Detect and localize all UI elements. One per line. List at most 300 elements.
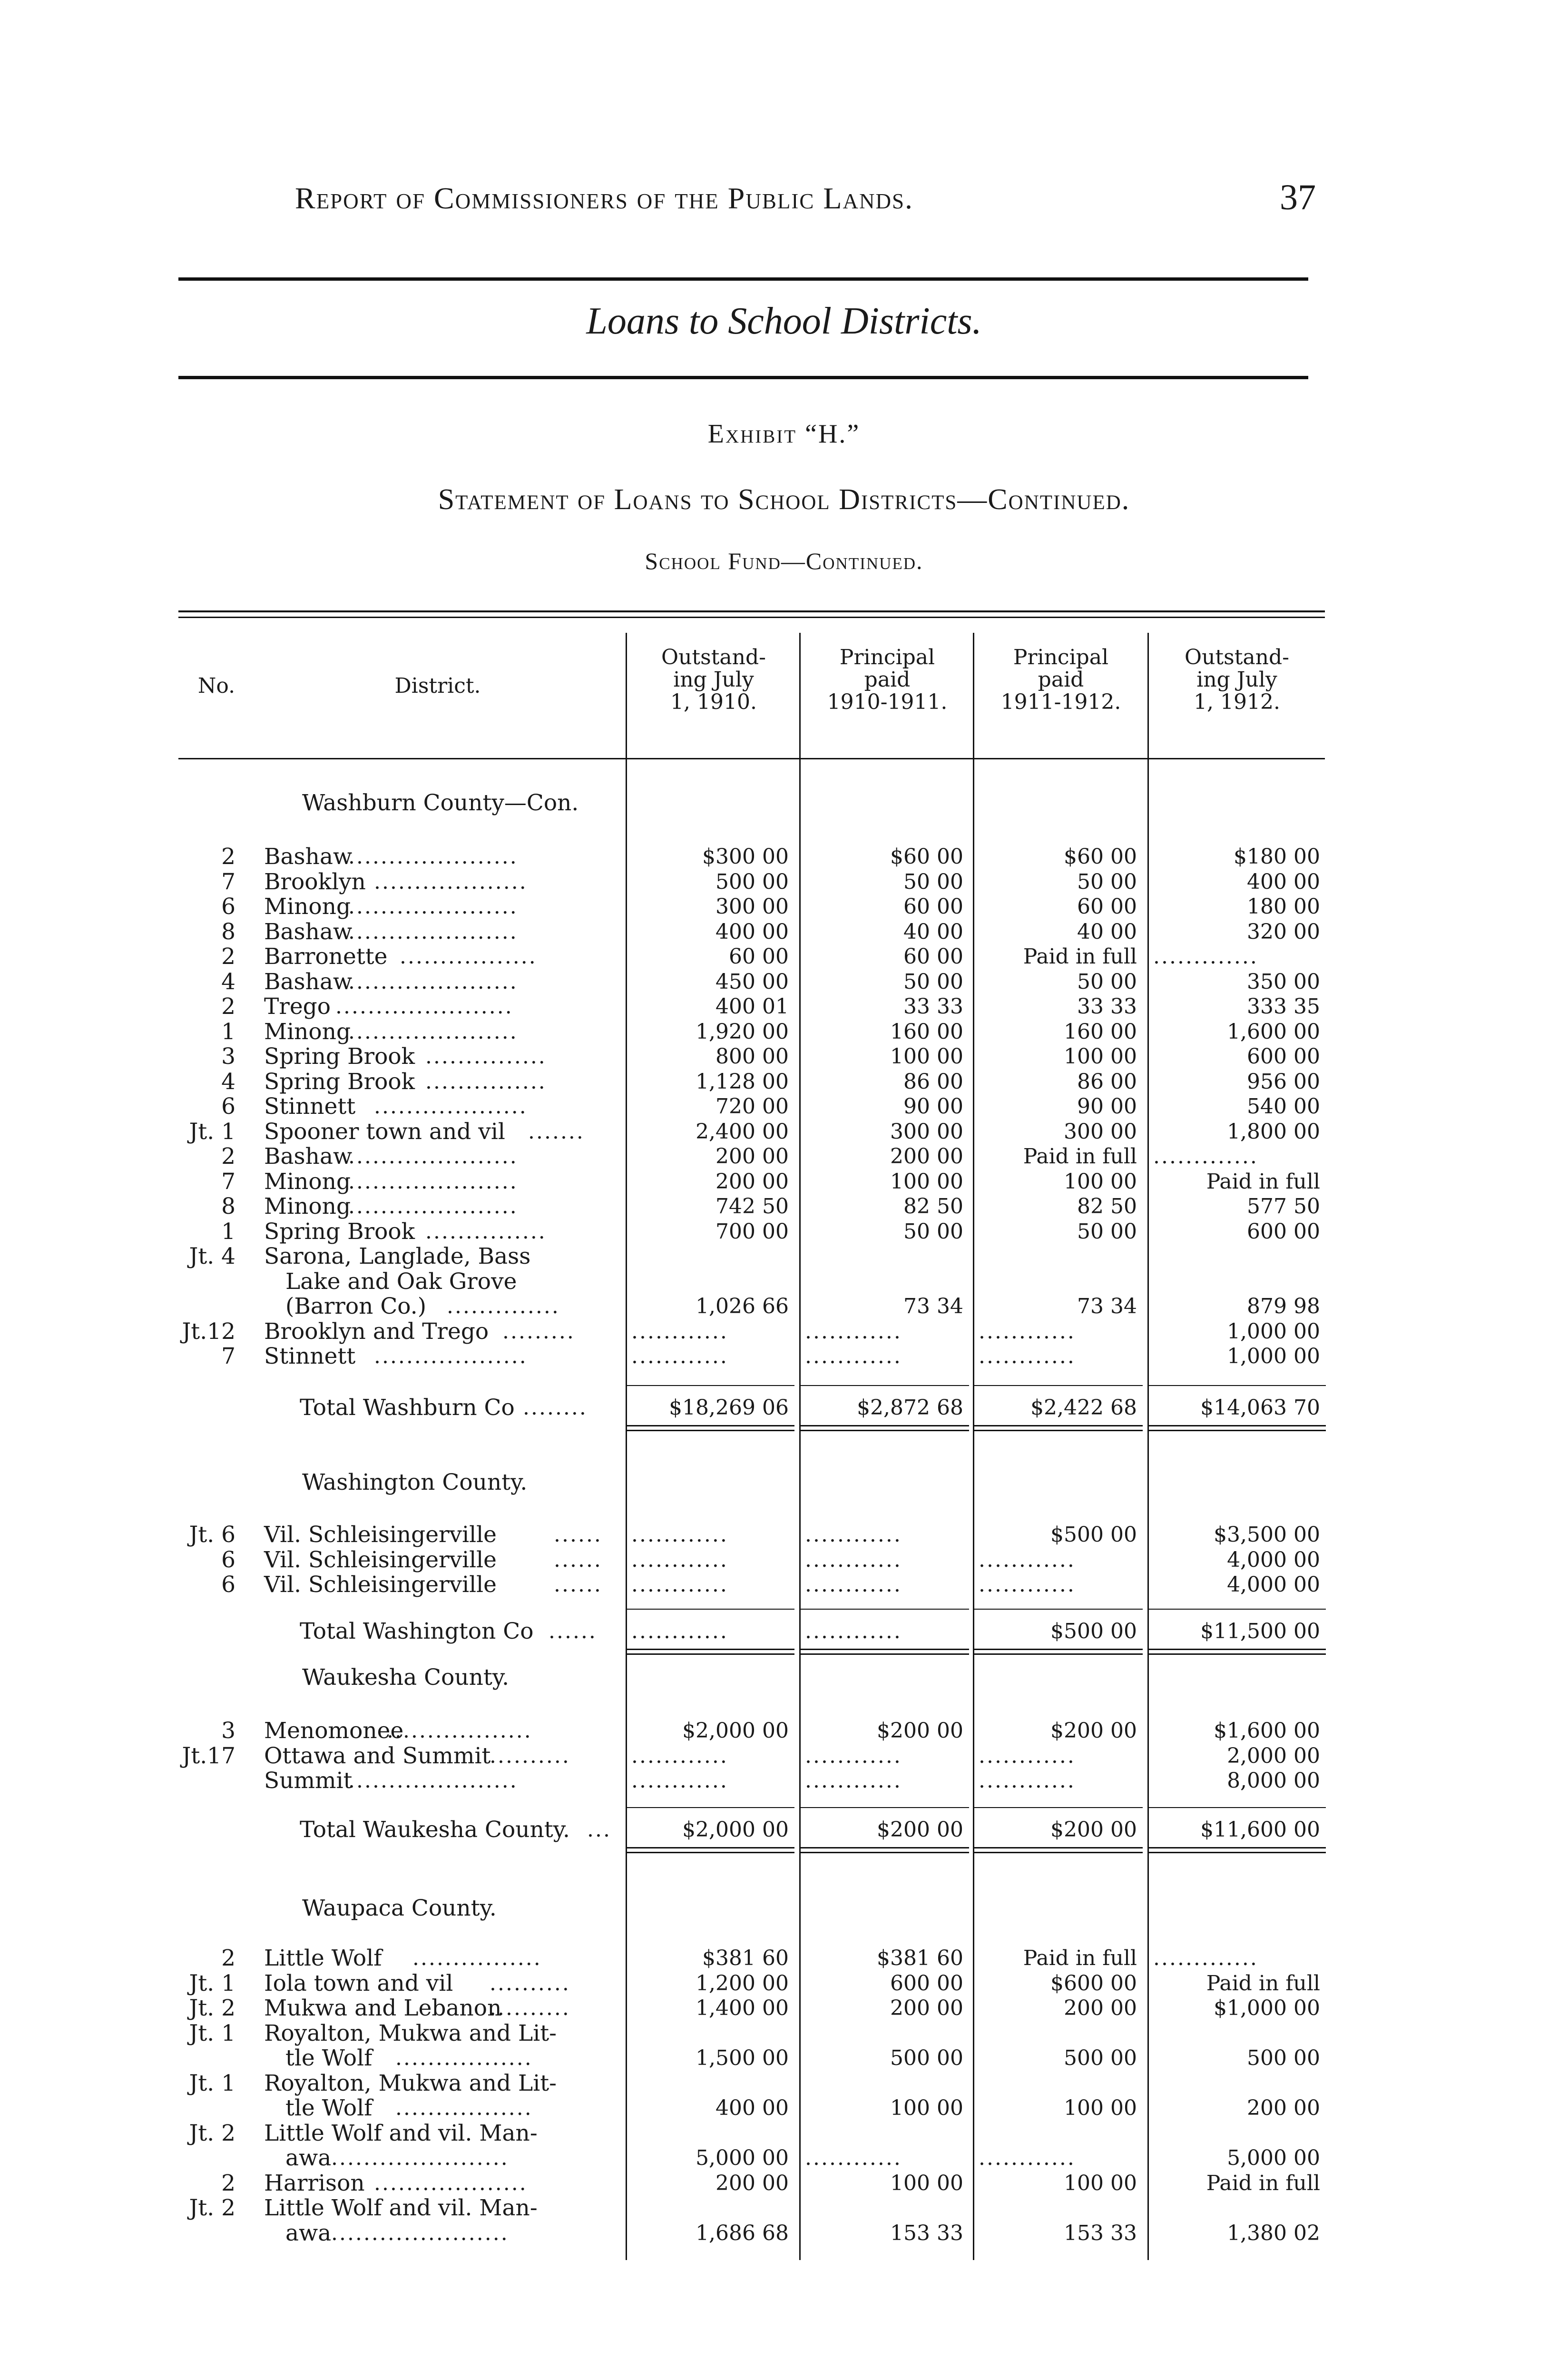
district-name: (Barron Co.) <box>285 1293 427 1319</box>
dot-leader: ............ <box>805 1769 902 1793</box>
amount-cell: $200 00 <box>1050 1719 1137 1743</box>
amount-cell: 33 33 <box>1077 994 1137 1019</box>
double-rule <box>974 1852 1143 1853</box>
double-rule <box>627 1847 794 1848</box>
dot-leader: ..................... <box>348 1169 518 1194</box>
district-name: Bashaw <box>264 1143 353 1170</box>
double-rule <box>800 1847 969 1848</box>
double-rule <box>974 1649 1143 1650</box>
row-number: 3 <box>221 1718 235 1744</box>
row-number: 8 <box>221 918 235 945</box>
amount-cell: 742 50 <box>715 1194 789 1219</box>
amount-cell: $200 00 <box>877 1817 963 1842</box>
double-rule <box>627 1653 794 1655</box>
district-name: Little Wolf <box>264 1945 382 1971</box>
amount-cell: $3,500 00 <box>1214 1523 1320 1547</box>
amount-cell: $600 00 <box>1050 1971 1137 1996</box>
row-number: 2 <box>221 844 235 870</box>
column-header-outstanding-1912: Outstand- ing July 1, 1912. <box>1185 645 1289 714</box>
double-rule <box>800 1430 969 1431</box>
dot-leader: ............... <box>425 1069 547 1094</box>
row-number: 6 <box>221 1572 235 1598</box>
double-rule <box>627 1430 794 1431</box>
dot-leader: ................... <box>374 869 528 894</box>
amount-cell: $200 00 <box>877 1719 963 1743</box>
district-name: Summit <box>264 1768 353 1794</box>
amount-cell: $14,063 70 <box>1200 1395 1320 1420</box>
row-number: Jt. 4 <box>189 1243 235 1269</box>
district-name: Lake and Oak Grove <box>285 1268 517 1295</box>
column-rule <box>799 633 801 2260</box>
dot-leader: ............ <box>979 1573 1076 1597</box>
amount-cell: 86 00 <box>1077 1069 1137 1094</box>
dot-leader: ............ <box>979 1769 1076 1793</box>
amount-cell: 300 00 <box>1064 1119 1137 1144</box>
double-rule <box>800 1649 969 1650</box>
sum-rule <box>627 1385 794 1386</box>
row-number: 2 <box>221 944 235 970</box>
row-number: Jt. 1 <box>189 1118 235 1145</box>
column-header-principal-1910-1911: Principal paid 1910-1911. <box>827 645 948 714</box>
row-number: 1 <box>221 1018 235 1045</box>
amount-cell: 60 00 <box>729 944 789 969</box>
amount-cell: 600 00 <box>890 1971 963 1996</box>
amount-cell: Paid in full <box>1023 1946 1137 1970</box>
row-number: 2 <box>221 993 235 1020</box>
dot-leader: ............ <box>631 1743 728 1768</box>
column-rule <box>626 633 627 2260</box>
dot-leader: ..................... <box>348 895 518 919</box>
amount-cell: 50 00 <box>1077 1219 1137 1244</box>
amount-cell: 40 00 <box>1077 919 1137 944</box>
county-heading: Washington County. <box>302 1469 528 1495</box>
amount-cell: 300 00 <box>715 895 789 919</box>
rule <box>178 758 1325 759</box>
double-rule <box>627 1649 794 1650</box>
amount-cell: 320 00 <box>1247 919 1320 944</box>
double-rule <box>1148 1653 1326 1655</box>
row-number: 1 <box>221 1218 235 1245</box>
amount-cell: Paid in full <box>1206 2171 1320 2195</box>
dot-leader: ............ <box>805 1547 902 1572</box>
district-name: Spring Brook <box>264 1218 415 1245</box>
amount-cell: 90 00 <box>903 1094 963 1119</box>
district-name: Brooklyn <box>264 868 366 895</box>
amount-cell: 160 00 <box>890 1019 963 1044</box>
amount-cell: 1,600 00 <box>1227 1019 1320 1044</box>
statement-title: Statement of Loans to School Districts—Continued. <box>438 483 1130 516</box>
amount-cell: 956 00 <box>1247 1069 1320 1094</box>
double-rule <box>627 1852 794 1853</box>
amount-cell: 500 00 <box>890 2046 963 2070</box>
district-name: Bashaw <box>264 844 353 870</box>
amount-cell: 2,000 00 <box>1227 1743 1320 1768</box>
dot-leader: .................. <box>387 1719 532 1743</box>
amount-cell: 200 00 <box>715 1144 789 1169</box>
amount-cell: 4,000 00 <box>1227 1573 1320 1597</box>
amount-cell: 300 00 <box>890 1119 963 1144</box>
rule <box>178 376 1308 379</box>
row-number: Jt. 2 <box>189 2120 235 2146</box>
dot-leader: ............ <box>631 1573 728 1597</box>
amount-cell: $1,600 00 <box>1214 1719 1320 1743</box>
sum-rule <box>800 1807 969 1808</box>
amount-cell: 1,200 00 <box>696 1971 789 1996</box>
double-rule <box>1148 1425 1326 1426</box>
rule <box>178 617 1325 618</box>
double-rule <box>627 1425 794 1426</box>
district-name: Vil. Schleisingerville <box>264 1522 497 1548</box>
district-name: Barronette <box>264 944 388 970</box>
amount-cell: 100 00 <box>890 2096 963 2120</box>
dot-leader: ............ <box>631 1319 728 1344</box>
amount-cell: 60 00 <box>903 944 963 969</box>
county-total-label: Total Washington Co <box>300 1618 534 1644</box>
dot-leader: ............ <box>631 1619 728 1643</box>
dot-leader: ............ <box>979 2146 1076 2170</box>
dot-leader: ............ <box>979 1344 1076 1368</box>
fund-title: School Fund—Continued. <box>645 548 923 574</box>
dot-leader: ...................... <box>331 2221 509 2245</box>
district-name: Vil. Schleisingerville <box>264 1572 497 1598</box>
sum-rule <box>800 1609 969 1610</box>
amount-cell: 200 00 <box>715 2171 789 2195</box>
amount-cell: 1,400 00 <box>696 1996 789 2020</box>
row-number: 4 <box>221 968 235 995</box>
dot-leader: ............ <box>805 1523 902 1547</box>
amount-cell: 350 00 <box>1247 969 1320 994</box>
dot-leader: ..................... <box>348 919 518 944</box>
dot-leader: ............ <box>805 1344 902 1368</box>
district-name: Spring Brook <box>264 1068 415 1095</box>
dot-leader: ............. <box>1153 1144 1258 1169</box>
amount-cell: $60 00 <box>890 845 963 869</box>
amount-cell: 73 34 <box>903 1294 963 1318</box>
section-title: Loans to School Districts. <box>586 300 982 342</box>
amount-cell: 1,026 66 <box>696 1294 789 1318</box>
amount-cell: 400 01 <box>715 994 789 1019</box>
column-header-outstanding-1910: Outstand- ing July 1, 1910. <box>661 645 766 714</box>
row-number: 2 <box>221 1143 235 1170</box>
amount-cell: 700 00 <box>715 1219 789 1244</box>
amount-cell: 50 00 <box>1077 969 1137 994</box>
amount-cell: $200 00 <box>1050 1817 1137 1842</box>
dot-leader: ..................... <box>348 1769 518 1793</box>
dot-leader: ...... <box>554 1573 602 1597</box>
amount-cell: 540 00 <box>1247 1094 1320 1119</box>
amount-cell: 879 98 <box>1247 1294 1320 1318</box>
amount-cell: 40 00 <box>903 919 963 944</box>
double-rule <box>1148 1852 1326 1853</box>
double-rule <box>1148 1430 1326 1431</box>
dot-leader: .......... <box>490 1996 570 2020</box>
county-total-label: Total Waukesha County. <box>300 1816 570 1843</box>
amount-cell: $2,872 68 <box>857 1395 963 1420</box>
amount-cell: $500 00 <box>1050 1523 1137 1547</box>
row-number: 3 <box>221 1043 235 1070</box>
running-head: Report of Commissioners of the Public Lands. <box>295 181 913 215</box>
county-heading: Washburn County—Con. <box>302 790 579 816</box>
row-number: Jt.17 <box>182 1742 235 1769</box>
district-name: Little Wolf and vil. Man- <box>264 2195 538 2221</box>
row-number: Jt.12 <box>182 1318 235 1345</box>
amount-cell: 73 34 <box>1077 1294 1137 1318</box>
dot-leader: ............. <box>1153 944 1258 969</box>
double-rule <box>1148 1847 1326 1848</box>
amount-cell: 200 00 <box>890 1996 963 2020</box>
amount-cell: 500 00 <box>715 869 789 894</box>
amount-cell: $11,600 00 <box>1200 1817 1320 1842</box>
district-name: Menomonee <box>264 1718 404 1744</box>
amount-cell: $1,000 00 <box>1214 1996 1320 2020</box>
double-rule <box>800 1653 969 1655</box>
dot-leader: ............ <box>805 1319 902 1344</box>
dot-leader: ............. <box>1153 1946 1258 1970</box>
row-number: Jt. 2 <box>189 2195 235 2221</box>
amount-cell: 153 33 <box>1064 2221 1137 2245</box>
amount-cell: $300 00 <box>702 845 789 869</box>
row-number: 6 <box>221 1093 235 1120</box>
amount-cell: 82 50 <box>1077 1194 1137 1219</box>
row-number: 4 <box>221 1068 235 1095</box>
amount-cell: 1,500 00 <box>696 2046 789 2070</box>
amount-cell: 200 00 <box>890 1144 963 1169</box>
amount-cell: 1,380 02 <box>1227 2221 1320 2245</box>
district-name: Brooklyn and Trego <box>264 1318 489 1345</box>
amount-cell: 577 50 <box>1247 1194 1320 1219</box>
sum-rule <box>627 1807 794 1808</box>
row-number: 7 <box>221 1343 235 1369</box>
dot-leader: ...................... <box>335 994 513 1019</box>
amount-cell: $180 00 <box>1234 845 1320 869</box>
dot-leader: .......... <box>490 1971 570 1996</box>
row-number: Jt. 2 <box>189 1995 235 2021</box>
double-rule <box>800 1852 969 1853</box>
amount-cell: 720 00 <box>715 1094 789 1119</box>
row-number: 2 <box>221 2170 235 2196</box>
amount-cell: 100 00 <box>1064 2171 1137 2195</box>
row-number: Jt. 1 <box>189 2070 235 2096</box>
amount-cell: $381 60 <box>702 1946 789 1970</box>
district-name: Bashaw <box>264 918 353 945</box>
amount-cell: $60 00 <box>1064 845 1137 869</box>
double-rule <box>974 1430 1143 1431</box>
district-name: Minong <box>264 1168 351 1195</box>
sum-rule <box>1148 1385 1326 1386</box>
column-rule <box>1147 633 1149 2260</box>
amount-cell: Paid in full <box>1206 1169 1320 1194</box>
rule <box>178 610 1325 612</box>
dot-leader: ............ <box>805 1573 902 1597</box>
amount-cell: 1,800 00 <box>1227 1119 1320 1144</box>
dot-leader: ............ <box>631 1547 728 1572</box>
dot-leader: ............ <box>805 1743 902 1768</box>
district-name: Sarona, Langlade, Bass <box>264 1243 531 1269</box>
dot-leader: ......... <box>502 1319 575 1344</box>
double-rule <box>974 1847 1143 1848</box>
column-header-district: District. <box>394 674 481 698</box>
amount-cell: 100 00 <box>890 1044 963 1069</box>
district-name: awa <box>285 2220 332 2246</box>
dot-leader: ............ <box>631 1344 728 1368</box>
amount-cell: $2,000 00 <box>682 1719 789 1743</box>
amount-cell: 100 00 <box>890 1169 963 1194</box>
amount-cell: 500 00 <box>1064 2046 1137 2070</box>
dot-leader: ....... <box>528 1119 585 1144</box>
dot-leader: ................... <box>374 2171 528 2195</box>
county-heading: Waupaca County. <box>302 1895 497 1921</box>
district-name: Harrison <box>264 2170 365 2196</box>
amount-cell: $381 60 <box>877 1946 963 1970</box>
amount-cell: 180 00 <box>1247 895 1320 919</box>
amount-cell: $500 00 <box>1050 1619 1137 1643</box>
amount-cell: 50 00 <box>903 869 963 894</box>
amount-cell: 500 00 <box>1247 2046 1320 2070</box>
dot-leader: ..................... <box>348 969 518 994</box>
amount-cell: 800 00 <box>715 1044 789 1069</box>
sum-rule <box>974 1609 1143 1610</box>
amount-cell: Paid in full <box>1023 1144 1137 1169</box>
amount-cell: 160 00 <box>1064 1019 1137 1044</box>
amount-cell: 400 00 <box>715 919 789 944</box>
amount-cell: $2,000 00 <box>682 1817 789 1842</box>
amount-cell: 100 00 <box>890 2171 963 2195</box>
amount-cell: 50 00 <box>903 1219 963 1244</box>
column-header-no: No. <box>197 674 235 698</box>
district-name: Minong <box>264 1018 351 1045</box>
district-name: Stinnett <box>264 1343 356 1369</box>
amount-cell: 153 33 <box>890 2221 963 2245</box>
amount-cell: 450 00 <box>715 969 789 994</box>
sum-rule <box>974 1385 1143 1386</box>
county-heading: Waukesha County. <box>302 1664 510 1691</box>
row-number: 7 <box>221 868 235 895</box>
amount-cell: 1,920 00 <box>696 1019 789 1044</box>
dot-leader: ... <box>587 1817 611 1842</box>
district-name: Iola town and vil <box>264 1970 453 1996</box>
dot-leader: ................ <box>412 1946 542 1970</box>
district-name: Mukwa and Lebanon <box>264 1995 502 2021</box>
dot-leader: ............ <box>631 1523 728 1547</box>
dot-leader: ............... <box>425 1219 547 1244</box>
amount-cell: 50 00 <box>1077 869 1137 894</box>
double-rule <box>974 1653 1143 1655</box>
dot-leader: ................. <box>400 944 537 969</box>
amount-cell: 4,000 00 <box>1227 1547 1320 1572</box>
row-number: Jt. 6 <box>189 1522 235 1548</box>
double-rule <box>1148 1649 1326 1650</box>
dot-leader: ...... <box>554 1523 602 1547</box>
amount-cell: 82 50 <box>903 1194 963 1219</box>
amount-cell: 1,000 00 <box>1227 1344 1320 1368</box>
amount-cell: 400 00 <box>715 2096 789 2120</box>
dot-leader: ...... <box>549 1619 597 1643</box>
row-number: 8 <box>221 1193 235 1219</box>
dot-leader: ........ <box>523 1395 588 1420</box>
amount-cell: 8,000 00 <box>1227 1769 1320 1793</box>
row-number: 6 <box>221 1546 235 1573</box>
sum-rule <box>974 1807 1143 1808</box>
double-rule <box>800 1425 969 1426</box>
amount-cell: 86 00 <box>903 1069 963 1094</box>
amount-cell: $2,422 68 <box>1030 1395 1137 1420</box>
district-name: Spooner town and vil <box>264 1118 505 1145</box>
amount-cell: 400 00 <box>1247 869 1320 894</box>
dot-leader: ............ <box>979 1319 1076 1344</box>
dot-leader: ............ <box>631 1769 728 1793</box>
district-name: Little Wolf and vil. Man- <box>264 2120 538 2146</box>
amount-cell: 5,000 00 <box>1227 2146 1320 2170</box>
dot-leader: ............... <box>425 1044 547 1069</box>
sum-rule <box>800 1385 969 1386</box>
district-name: awa <box>285 2145 332 2171</box>
dot-leader: ............ <box>979 1547 1076 1572</box>
amount-cell: 1,686 68 <box>696 2221 789 2245</box>
district-name: tle Wolf <box>285 2095 372 2121</box>
district-name: Stinnett <box>264 1093 356 1120</box>
amount-cell: 600 00 <box>1247 1219 1320 1244</box>
page-number: 37 <box>1280 177 1316 217</box>
rule <box>178 277 1308 281</box>
district-name: Vil. Schleisingerville <box>264 1546 497 1573</box>
sum-rule <box>1148 1609 1326 1610</box>
amount-cell: 100 00 <box>1064 2096 1137 2120</box>
district-name: Royalton, Mukwa and Lit- <box>264 2020 557 2046</box>
dot-leader: ..................... <box>348 1194 518 1219</box>
sum-rule <box>627 1609 794 1610</box>
column-header-principal-1911-1912: Principal paid 1911-1912. <box>1000 645 1121 714</box>
row-number: 7 <box>221 1168 235 1195</box>
row-number: Jt. 1 <box>189 2020 235 2046</box>
amount-cell: $18,269 06 <box>669 1395 789 1420</box>
amount-cell: 200 00 <box>1064 1996 1137 2020</box>
dot-leader: ............ <box>805 1619 902 1643</box>
amount-cell: 33 33 <box>903 994 963 1019</box>
amount-cell: 5,000 00 <box>696 2146 789 2170</box>
amount-cell: 600 00 <box>1247 1044 1320 1069</box>
district-name: Trego <box>264 993 331 1020</box>
district-name: Spring Brook <box>264 1043 415 1070</box>
district-name: tle Wolf <box>285 2045 372 2071</box>
amount-cell: 60 00 <box>1077 895 1137 919</box>
amount-cell: 100 00 <box>1064 1044 1137 1069</box>
dot-leader: ...................... <box>331 2146 509 2170</box>
district-name: Minong <box>264 894 351 920</box>
district-name: Minong <box>264 1193 351 1219</box>
dot-leader: ..................... <box>348 1019 518 1044</box>
dot-leader: ..................... <box>348 1144 518 1169</box>
dot-leader: ................. <box>395 2096 533 2120</box>
dot-leader: ................... <box>374 1094 528 1119</box>
dot-leader: .......... <box>490 1743 570 1768</box>
sum-rule <box>1148 1807 1326 1808</box>
amount-cell: 200 00 <box>715 1169 789 1194</box>
amount-cell: 333 35 <box>1247 994 1320 1019</box>
dot-leader: ..................... <box>348 845 518 869</box>
dot-leader: ................. <box>395 2046 533 2070</box>
dot-leader: ............ <box>979 1743 1076 1768</box>
amount-cell: 2,400 00 <box>696 1119 789 1144</box>
county-total-label: Total Washburn Co <box>300 1394 515 1421</box>
amount-cell: 50 00 <box>903 969 963 994</box>
amount-cell: 60 00 <box>903 895 963 919</box>
amount-cell: $11,500 00 <box>1200 1619 1320 1643</box>
district-name: Royalton, Mukwa and Lit- <box>264 2070 557 2096</box>
amount-cell: 200 00 <box>1247 2096 1320 2120</box>
district-name: Bashaw <box>264 968 353 995</box>
amount-cell: Paid in full <box>1206 1971 1320 1996</box>
dot-leader: .............. <box>447 1294 560 1318</box>
